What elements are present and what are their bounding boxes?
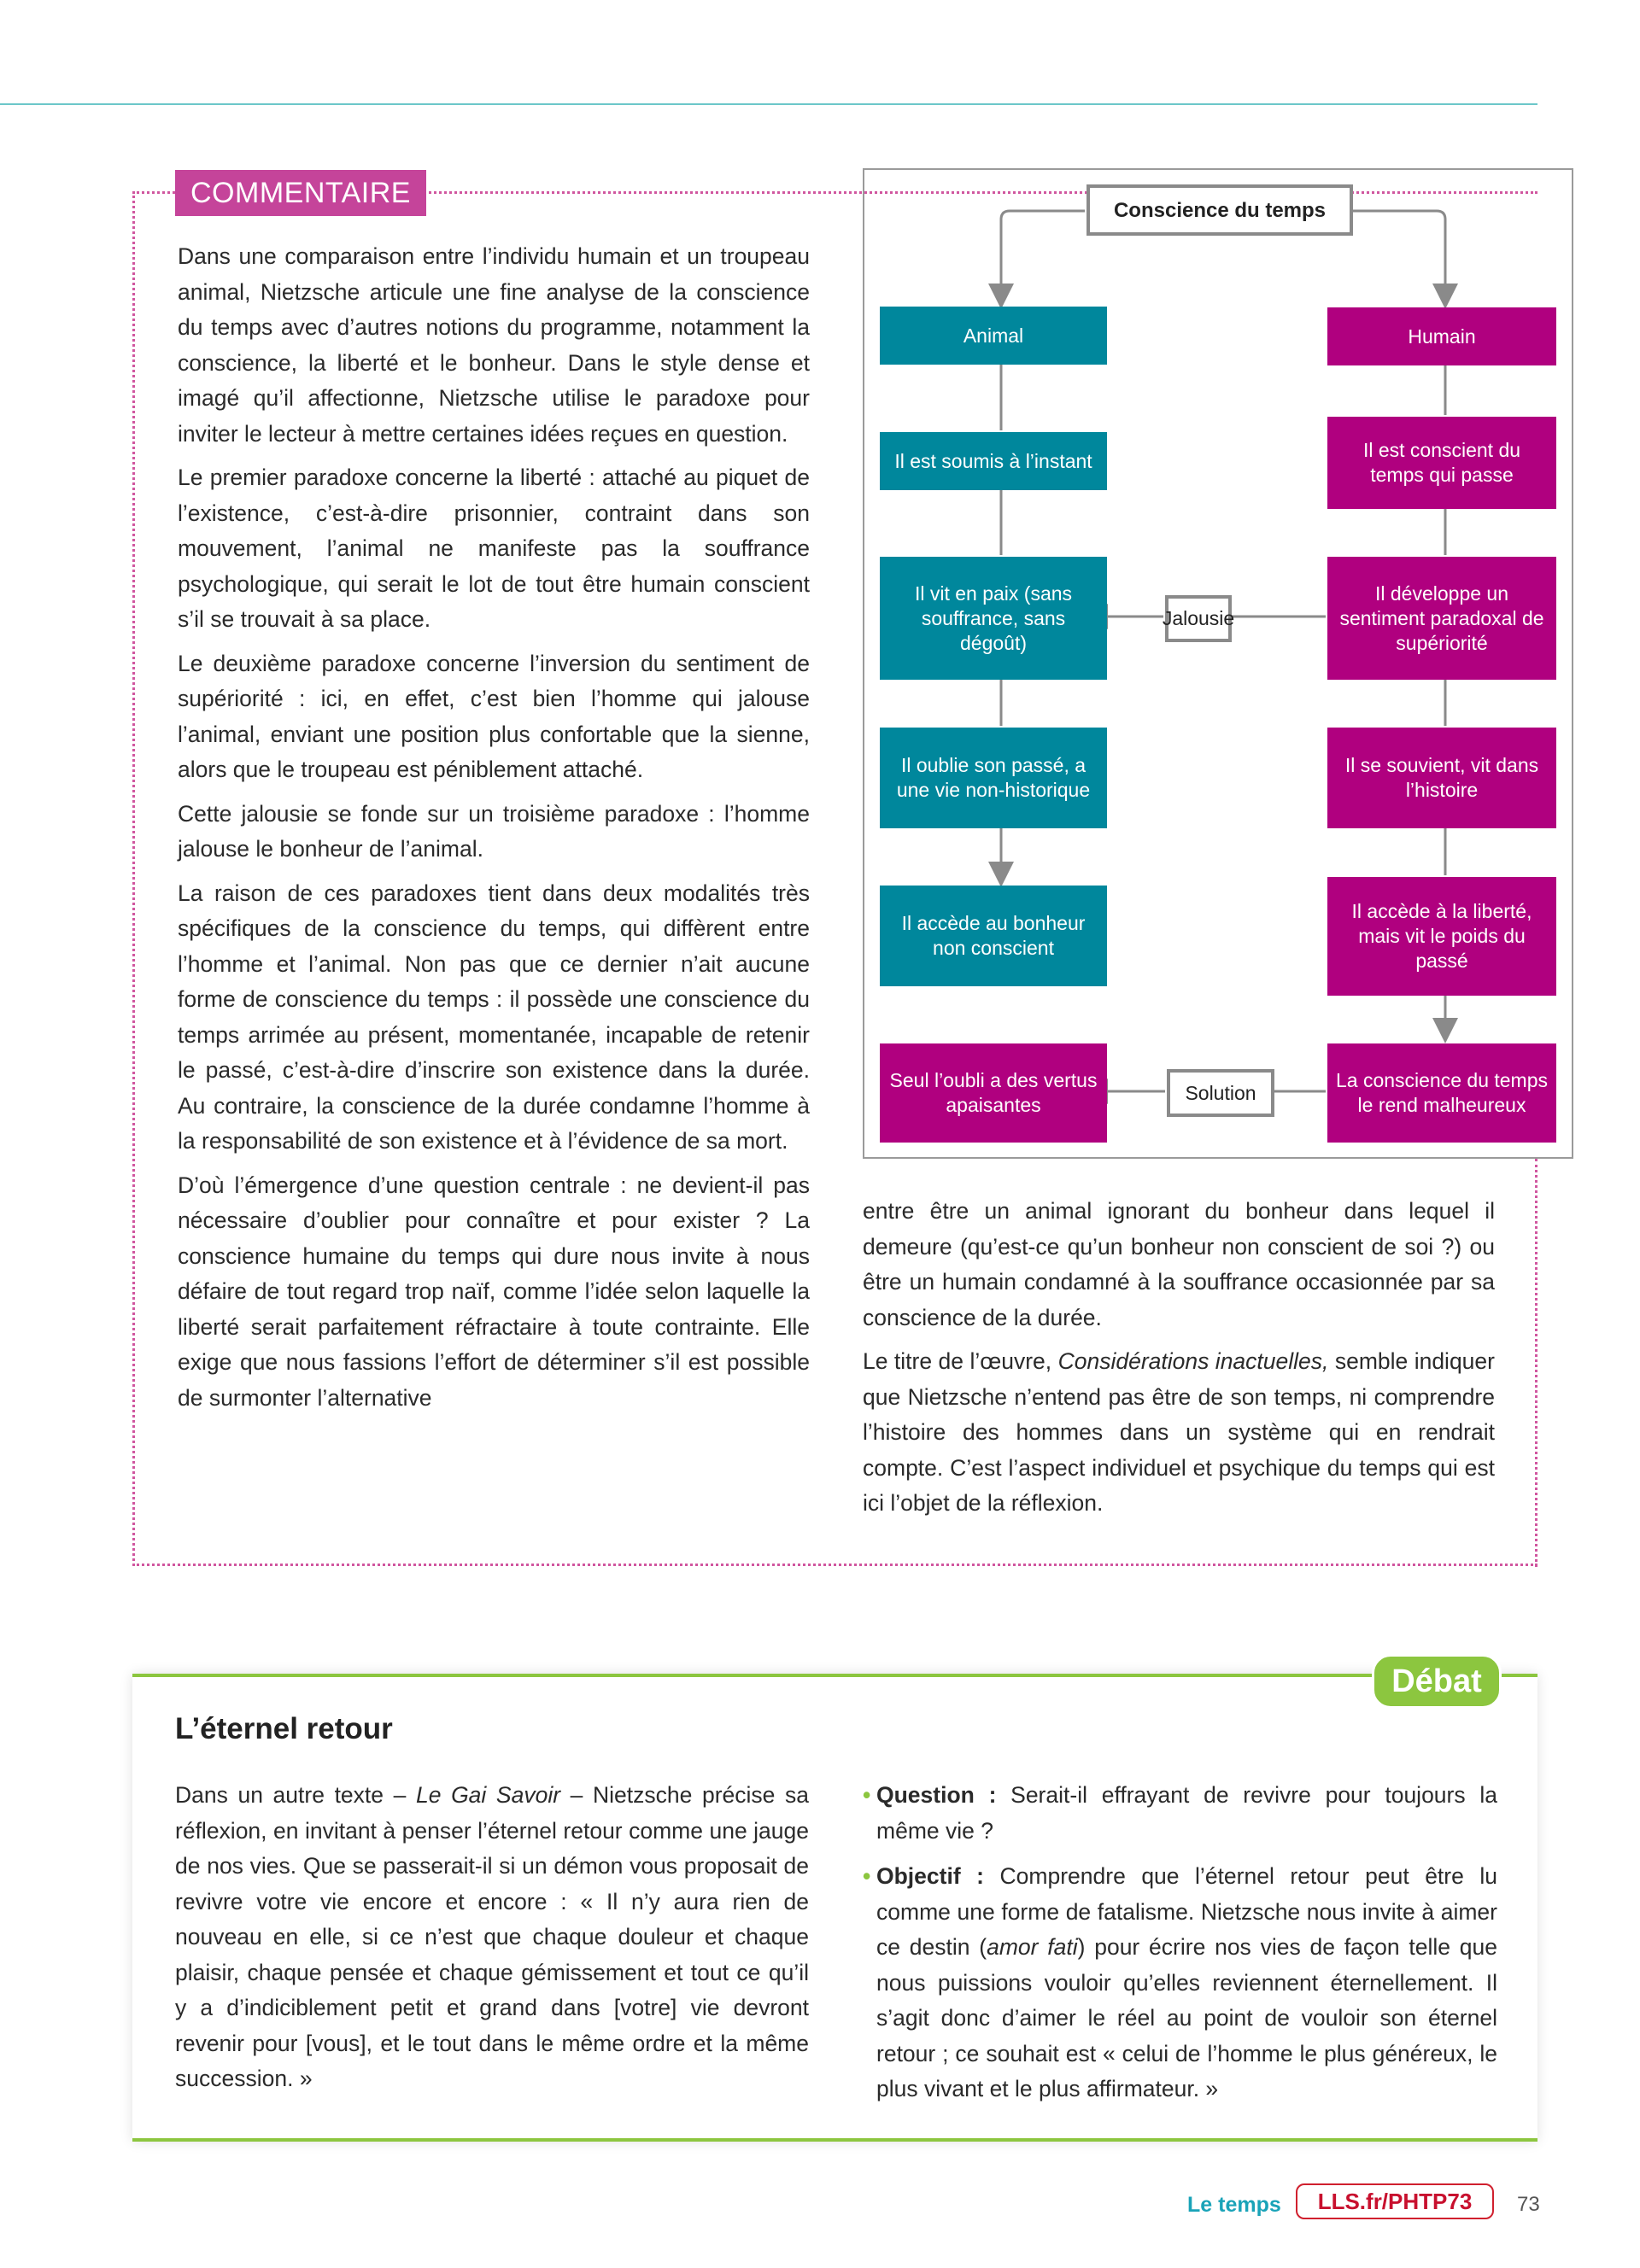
text: ) pour écrire nos vies de façon telle que nous puissions vouloir qu’elles reviennent éternellement. Il s’agit donc d’aimer le réel au point de vouloir son éternel retour ; ce souhait est « celui de l’homme le plus généreux, le plus vivant et le plus affirmateur. »: [876, 1934, 1497, 2101]
bullet-icon: •: [863, 1782, 871, 1808]
bullet-icon: •: [863, 1863, 871, 1889]
commentary-left-column: [178, 239, 810, 1424]
node-humain: Humain: [1327, 307, 1556, 365]
concept-diagram: [863, 168, 1573, 1159]
node-humain-conscious: Il est conscient du temps qui passe: [1327, 417, 1556, 509]
footer-link[interactable]: LLS.fr/PHTP73: [1296, 2183, 1494, 2219]
commentary-frame-right: [1535, 1159, 1538, 1567]
debate-objective: [863, 1859, 1497, 2107]
node-animal-peace: Il vit en paix (sans souffrance, sans dégoût): [880, 557, 1107, 680]
debate-text: [175, 1778, 809, 2097]
paragraph: [863, 1344, 1495, 1522]
book-title: Le Gai Savoir: [415, 1782, 561, 1808]
header-rule: [0, 103, 1538, 105]
text: Dans un autre texte –: [175, 1782, 416, 1808]
node-animal-instant: Il est soumis à l’instant: [880, 432, 1107, 490]
text: semble indiquer que Nietzsche n’entend pas être de son temps, ni comprendre l’histoire des hommes dans un système qui en rendrait compte. C’est l’aspect individuel et psychique du temps qui est ici l’objet de la réflexion.: [863, 1348, 1495, 1516]
text: – Nietzsche précise sa réflexion, en invitant à penser l’éternel retour comme une jauge de nos vies. Que se passerait-il si un démon vous proposait de revivre votre vie encore et encore : « Il n’y aura rien de nouveau en elle, si ce n’est que chaque douleur et chaque plaisir, chaque pensée et chaque gémissement et tout ce qu’il y a d’indiciblement petit et grand dans [votre] vie devront revenir pour [vous], et le tout dans le même ordre et la même succession. »: [175, 1782, 809, 2091]
paragraph: D’où l’émergence d’une question centrale : ne devient-il pas nécessaire d’oublier pour connaître et pour exister ? La conscience humaine du temps qui dure nous invite à nous défaire de tout regard trop naïf, comme l’idée selon laquelle la liberté serait parfaitement réfractaire à toute contrainte. Elle exige que nous fassions l’effort de déterminer s’il est possible de surmonter l’alternative: [178, 1172, 810, 1411]
paragraph: Le deuxième paradoxe concerne l’inversion du sentiment de supériorité : ici, en effet, c’est bien l’homme qui jalouse l’animal, enviant une position plus confortable que la sienne, alors que le troupeau est péniblement attaché.: [178, 650, 810, 782]
debate-points: [863, 1778, 1497, 2118]
node-humain-superiority: Il développe un sentiment paradoxal de supériorité: [1327, 557, 1556, 680]
book-title: Considérations inactuelles,: [1057, 1348, 1329, 1374]
debate-badge: Débat: [1372, 1654, 1502, 1709]
question-label: Question :: [876, 1782, 997, 1808]
link-label-solution: Solution: [1167, 1069, 1274, 1117]
paragraph: Dans une comparaison entre l’individu humain et un troupeau animal, Nietzsche articule une fine analyse de la conscience du temps avec d’autres notions du programme, notamment la conscience, la liberté et le bonheur. Dans le style dense et imagé qu’il affectionne, Nietzsche utilise le paradoxe pour inviter le lecteur à mettre certaines idées reçues en question.: [178, 243, 810, 447]
node-humain-history: Il se souvient, vit dans l’histoire: [1327, 728, 1556, 828]
paragraph: Le premier paradoxe concerne la liberté : attaché au piquet de l’existence, c’est-à-dire prisonnier, contraint dans son mouvement, l’animal ne manifeste pas la souffrance psychologique, qui serait le lot de tout être humain conscient s’il se trouvait à sa place.: [178, 465, 810, 632]
node-humain-unhappy: La conscience du temps le rend malheureux: [1327, 1043, 1556, 1143]
node-solution-forgetting: Seul l’oubli a des vertus apaisantes: [880, 1043, 1107, 1143]
node-animal-happiness: Il accède au bonheur non conscient: [880, 886, 1107, 986]
page-number: 73: [1517, 2193, 1540, 2216]
link-label-jalousie: Jalousie: [1165, 595, 1232, 642]
node-animal: Animal: [880, 307, 1107, 365]
debate-title: L’éternel retour: [175, 1712, 393, 1745]
paragraph: entre être un animal ignorant du bonheur dans lequel il demeure (qu’est-ce qu’un bonheur non conscient de soi ?) ou être un humain condamné à la souffrance occasionnée par sa conscience de la durée.: [863, 1198, 1495, 1330]
latin-term: amor fati: [987, 1934, 1078, 1960]
objective-label: Objectif :: [876, 1863, 984, 1889]
diagram-root-node: Conscience du temps: [1086, 184, 1353, 236]
commentary-right-column: [863, 1194, 1495, 1530]
commentary-tag: COMMENTAIRE: [175, 170, 426, 216]
debate-question: [863, 1778, 1497, 1849]
node-humain-freedom: Il accède à la liberté, mais vit le poids du passé: [1327, 877, 1556, 996]
connector-root-animal: [1001, 211, 1085, 296]
footer-section-title: Le temps: [1187, 2193, 1281, 2217]
paragraph: La raison de ces paradoxes tient dans deux modalités très spécifiques de la conscience du temps, qui diffèrent entre l’homme et l’animal. Non pas que ce dernier n’ait aucune forme de conscience du temps : il possède une conscience du temps arrimée au présent, momentanée, incapable de retenir le passé, c’est-à-dire d’inscrire son existence dans la durée. Au contraire, la conscience de la durée condamne l’homme à la responsabilité de son existence et à l’évidence de sa mort.: [178, 880, 810, 1154]
paragraph: Cette jalousie se fonde sur un troisième paradoxe : l’homme jalouse le bonheur de l’animal.: [178, 800, 810, 862]
connector-root-humain: [1351, 211, 1445, 296]
text: Comprendre que l’éternel retour peut être lu comme une forme de fatalisme. Nietzsche nous invite à aimer ce destin (: [876, 1863, 1498, 1960]
node-animal-forget: Il oublie son passé, a une vie non-historique: [880, 728, 1107, 828]
text: Le titre de l’œuvre,: [863, 1348, 1058, 1374]
question-text: Serait-il effrayant de revivre pour toujours la même vie ?: [876, 1782, 1497, 1844]
